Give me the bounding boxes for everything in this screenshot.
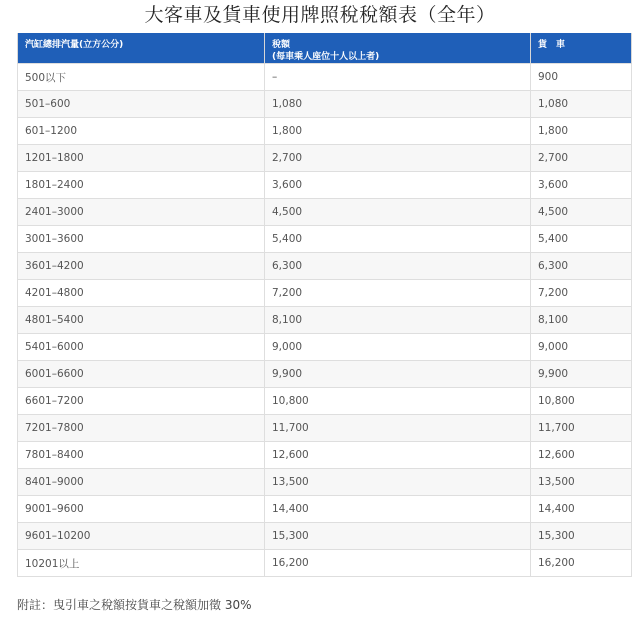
truck-tax-cell: 1,080 — [531, 91, 632, 118]
truck-tax-cell: 11,700 — [531, 415, 632, 442]
truck-tax-cell: 1,800 — [531, 118, 632, 145]
table-row — [18, 118, 632, 145]
table-row — [18, 388, 632, 415]
displacement-cell: 7201–7800 — [18, 415, 265, 442]
table-row — [18, 280, 632, 307]
bus-tax-cell: 10,800 — [265, 388, 531, 415]
table-row — [18, 199, 632, 226]
displacement-cell: 6601–7200 — [18, 388, 265, 415]
truck-tax-cell: 7,200 — [531, 280, 632, 307]
truck-tax-cell: 2,700 — [531, 145, 632, 172]
bus-tax-cell: 8,100 — [265, 307, 531, 334]
table-row — [18, 496, 632, 523]
truck-tax-cell: 14,400 — [531, 496, 632, 523]
bus-tax-cell: 13,500 — [265, 469, 531, 496]
header-truck-tax-label: 貨 車 — [538, 40, 566, 50]
bus-tax-cell: 15,300 — [265, 523, 531, 550]
displacement-cell: 7801–8400 — [18, 442, 265, 469]
displacement-cell: 3601–4200 — [18, 253, 265, 280]
bus-tax-cell: 7,200 — [265, 280, 531, 307]
displacement-cell: 500以下 — [18, 64, 265, 91]
footnote: 附註：曳引車之稅額按貨車之稅額加徵 30% — [17, 598, 252, 612]
table-row — [18, 145, 632, 172]
truck-tax-cell: 4,500 — [531, 199, 632, 226]
bus-tax-cell: 6,300 — [265, 253, 531, 280]
bus-tax-cell: 11,700 — [265, 415, 531, 442]
bus-tax-cell: 14,400 — [265, 496, 531, 523]
displacement-cell: 1201–1800 — [18, 145, 265, 172]
table-row — [18, 64, 632, 91]
truck-tax-cell: 8,100 — [531, 307, 632, 334]
displacement-cell: 501–600 — [18, 91, 265, 118]
bus-tax-cell: 1,080 — [265, 91, 531, 118]
displacement-cell: 9601–10200 — [18, 523, 265, 550]
bus-tax-cell: 4,500 — [265, 199, 531, 226]
truck-tax-cell: 3,600 — [531, 172, 632, 199]
bus-tax-cell: 9,900 — [265, 361, 531, 388]
displacement-cell: 601–1200 — [18, 118, 265, 145]
displacement-cell: 4801–5400 — [18, 307, 265, 334]
page-title: 大客車及貨車使用牌照稅稅額表（全年） — [144, 4, 496, 26]
bus-tax-cell: 5,400 — [265, 226, 531, 253]
truck-tax-cell: 13,500 — [531, 469, 632, 496]
header-displacement-label: 汽缸總排汽量(立方公分) — [25, 40, 124, 50]
table-row — [18, 226, 632, 253]
bus-tax-cell: 3,600 — [265, 172, 531, 199]
header-bus-tax-label: 稅額 — [272, 40, 291, 50]
table-row — [18, 334, 632, 361]
table-row — [18, 469, 632, 496]
header-truck-tax — [531, 33, 632, 64]
truck-tax-cell: 12,600 — [531, 442, 632, 469]
truck-tax-cell: 5,400 — [531, 226, 632, 253]
displacement-cell: 3001–3600 — [18, 226, 265, 253]
bus-tax-cell: 12,600 — [265, 442, 531, 469]
truck-tax-cell: 10,800 — [531, 388, 632, 415]
table-body — [18, 64, 632, 577]
table-row — [18, 253, 632, 280]
bus-tax-cell: 2,700 — [265, 145, 531, 172]
bus-tax-cell: 16,200 — [265, 550, 531, 577]
table-row — [18, 172, 632, 199]
table-row — [18, 523, 632, 550]
table-row — [18, 361, 632, 388]
table-row — [18, 442, 632, 469]
tax-rate-table — [17, 33, 632, 577]
displacement-cell: 5401–6000 — [18, 334, 265, 361]
table-row — [18, 550, 632, 577]
truck-tax-cell: 900 — [531, 64, 632, 91]
displacement-cell: 2401–3000 — [18, 199, 265, 226]
bus-tax-cell: – — [265, 64, 531, 91]
truck-tax-cell: 9,900 — [531, 361, 632, 388]
displacement-cell: 8401–9000 — [18, 469, 265, 496]
displacement-cell: 9001–9600 — [18, 496, 265, 523]
header-bus-tax — [265, 33, 531, 64]
truck-tax-cell: 6,300 — [531, 253, 632, 280]
table-row — [18, 415, 632, 442]
bus-tax-cell: 1,800 — [265, 118, 531, 145]
truck-tax-cell: 16,200 — [531, 550, 632, 577]
table-row — [18, 91, 632, 118]
displacement-cell: 4201–4800 — [18, 280, 265, 307]
truck-tax-cell: 15,300 — [531, 523, 632, 550]
table-header-row — [18, 33, 632, 64]
header-displacement — [18, 33, 265, 64]
table-row — [18, 307, 632, 334]
header-bus-tax-sublabel: (每車乘人座位十人以上者) — [272, 52, 380, 62]
bus-tax-cell: 9,000 — [265, 334, 531, 361]
displacement-cell: 1801–2400 — [18, 172, 265, 199]
displacement-cell: 10201以上 — [18, 550, 265, 577]
displacement-cell: 6001–6600 — [18, 361, 265, 388]
truck-tax-cell: 9,000 — [531, 334, 632, 361]
